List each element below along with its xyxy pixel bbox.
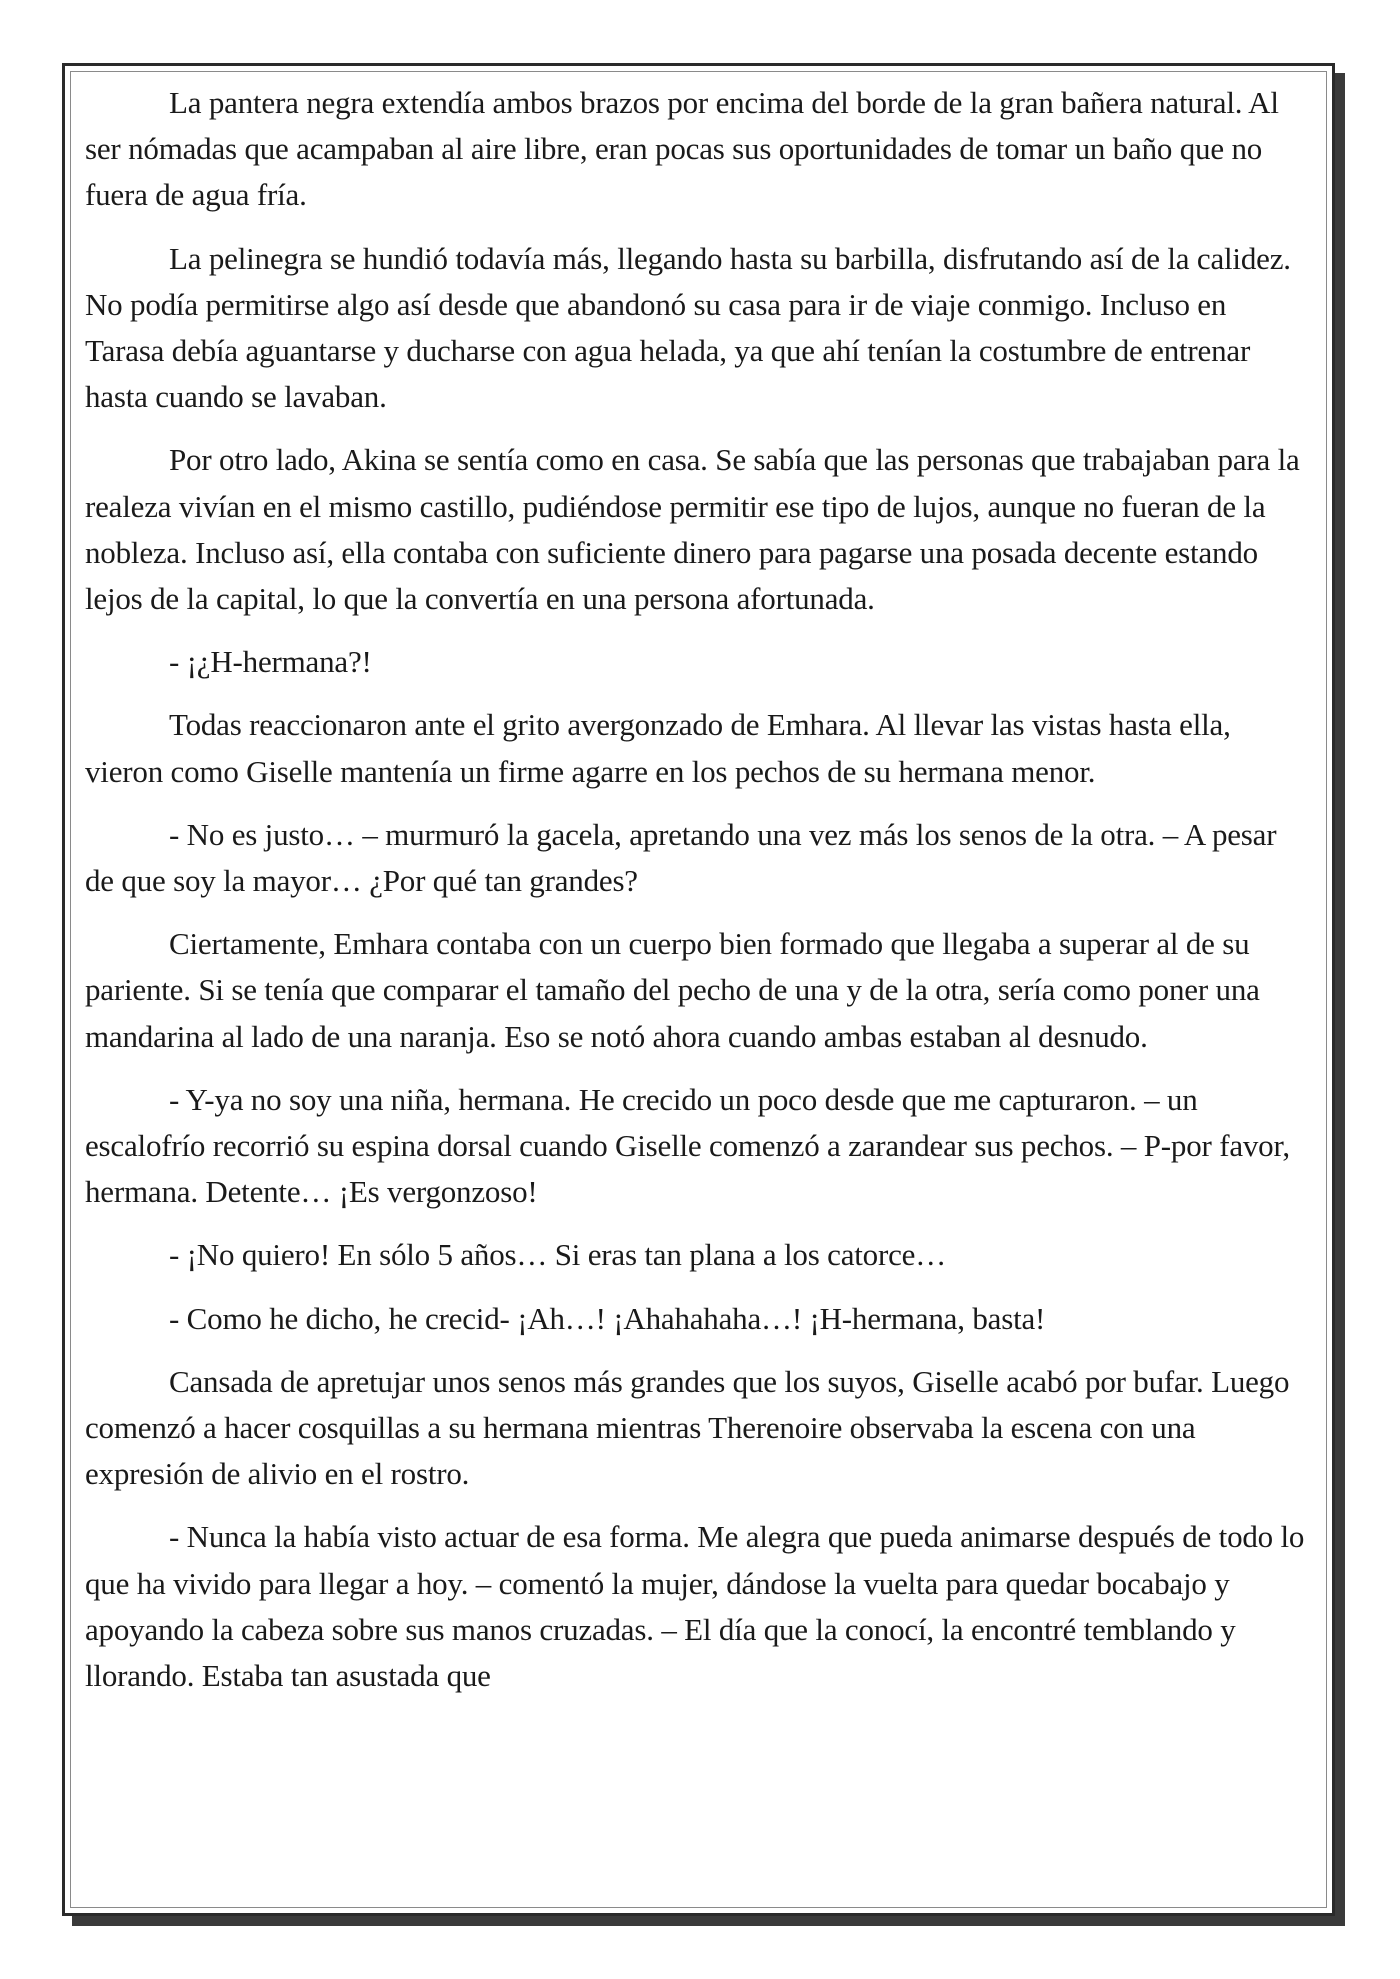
paragraph: Por otro lado, Akina se sentía como en casa. Se sabía que las personas que trabajaban para la realeza vivían en el mismo castillo, pudiéndose permitir ese tipo de lujos, aunque no fueran de la nobleza. Incluso así, ella contaba con suficiente dinero para pagarse una posada decente estando lejos de la capital, lo que la convertía en una persona afortunada.: [85, 442, 1300, 617]
paragraph: - Nunca la había visto actuar de esa forma. Me alegra que pueda animarse después de todo lo que ha vivido para llegar a hoy. – comentó la mujer, dándose la vuelta para quedar bocabajo y apoyando la cabeza sobre sus manos cruzadas. – El día que la conocí, la encontré temblando y llorando. Estaba tan asustada que: [85, 1519, 1305, 1694]
paragraph: La pantera negra extendía ambos brazos por encima del borde de la gran bañera natural. Al ser nómadas que acampaban al aire libre, eran pocas sus oportunidades de tomar un baño que no fuera de agua fría.: [85, 85, 1279, 213]
paragraph: - ¡No quiero! En sólo 5 años… Si eras tan plana a los catorce…: [169, 1237, 947, 1273]
paragraph: Ciertamente, Emhara contaba con un cuerpo bien formado que llegaba a superar al de su pariente. Si se tenía que comparar el tamaño del pecho de una y de la otra, sería como poner una mandarina al lado de una naranja. Eso se notó ahora cuando ambas estaban al desnudo.: [85, 926, 1260, 1054]
paragraph: - Y-ya no soy una niña, hermana. He crecido un poco desde que me capturaron. – un escalofrío recorrió su espina dorsal cuando Giselle comenzó a zarandear sus pechos. – P-por favor, hermana. Detente… ¡Es vergonzoso!: [85, 1081, 1290, 1210]
paragraph: La pelinegra se hundió todavía más, llegando hasta su barbilla, disfrutando así de la calidez. No podía permitirse algo así desde que abandonó su casa para ir de viaje conmigo. Incluso en Tarasa debía aguantarse y ducharse con agua helada, ya que ahí tenían la costumbre de entrenar hasta cuando se lavaban.: [85, 240, 1291, 415]
paragraph: - No es justo… – murmuró la gacela, apretando una vez más los senos de la otra. – A pesar de que soy la mayor… ¿Por qué tan grandes?: [85, 816, 1277, 899]
body-text: [85, 80, 1312, 1716]
paragraph: - Como he dicho, he crecid- ¡Ah…! ¡Ahahahaha…! ¡H-hermana, basta!: [169, 1300, 1046, 1336]
paragraph: Todas reaccionaron ante el grito avergonzado de Emhara. Al llevar las vistas hasta ella, vieron como Giselle mantenía un firme agarre en los pechos de su hermana menor.: [85, 707, 1231, 789]
page-frame: [62, 63, 1335, 1916]
paragraph: - ¡¿H-hermana?!: [169, 644, 372, 680]
paragraph: Cansada de apretujar unos senos más grandes que los suyos, Giselle acabó por bufar. Luego comenzó a hacer cosquillas a su hermana mientras Therenoire observaba la escena con una expresión de alivio en el rostro.: [85, 1363, 1290, 1492]
